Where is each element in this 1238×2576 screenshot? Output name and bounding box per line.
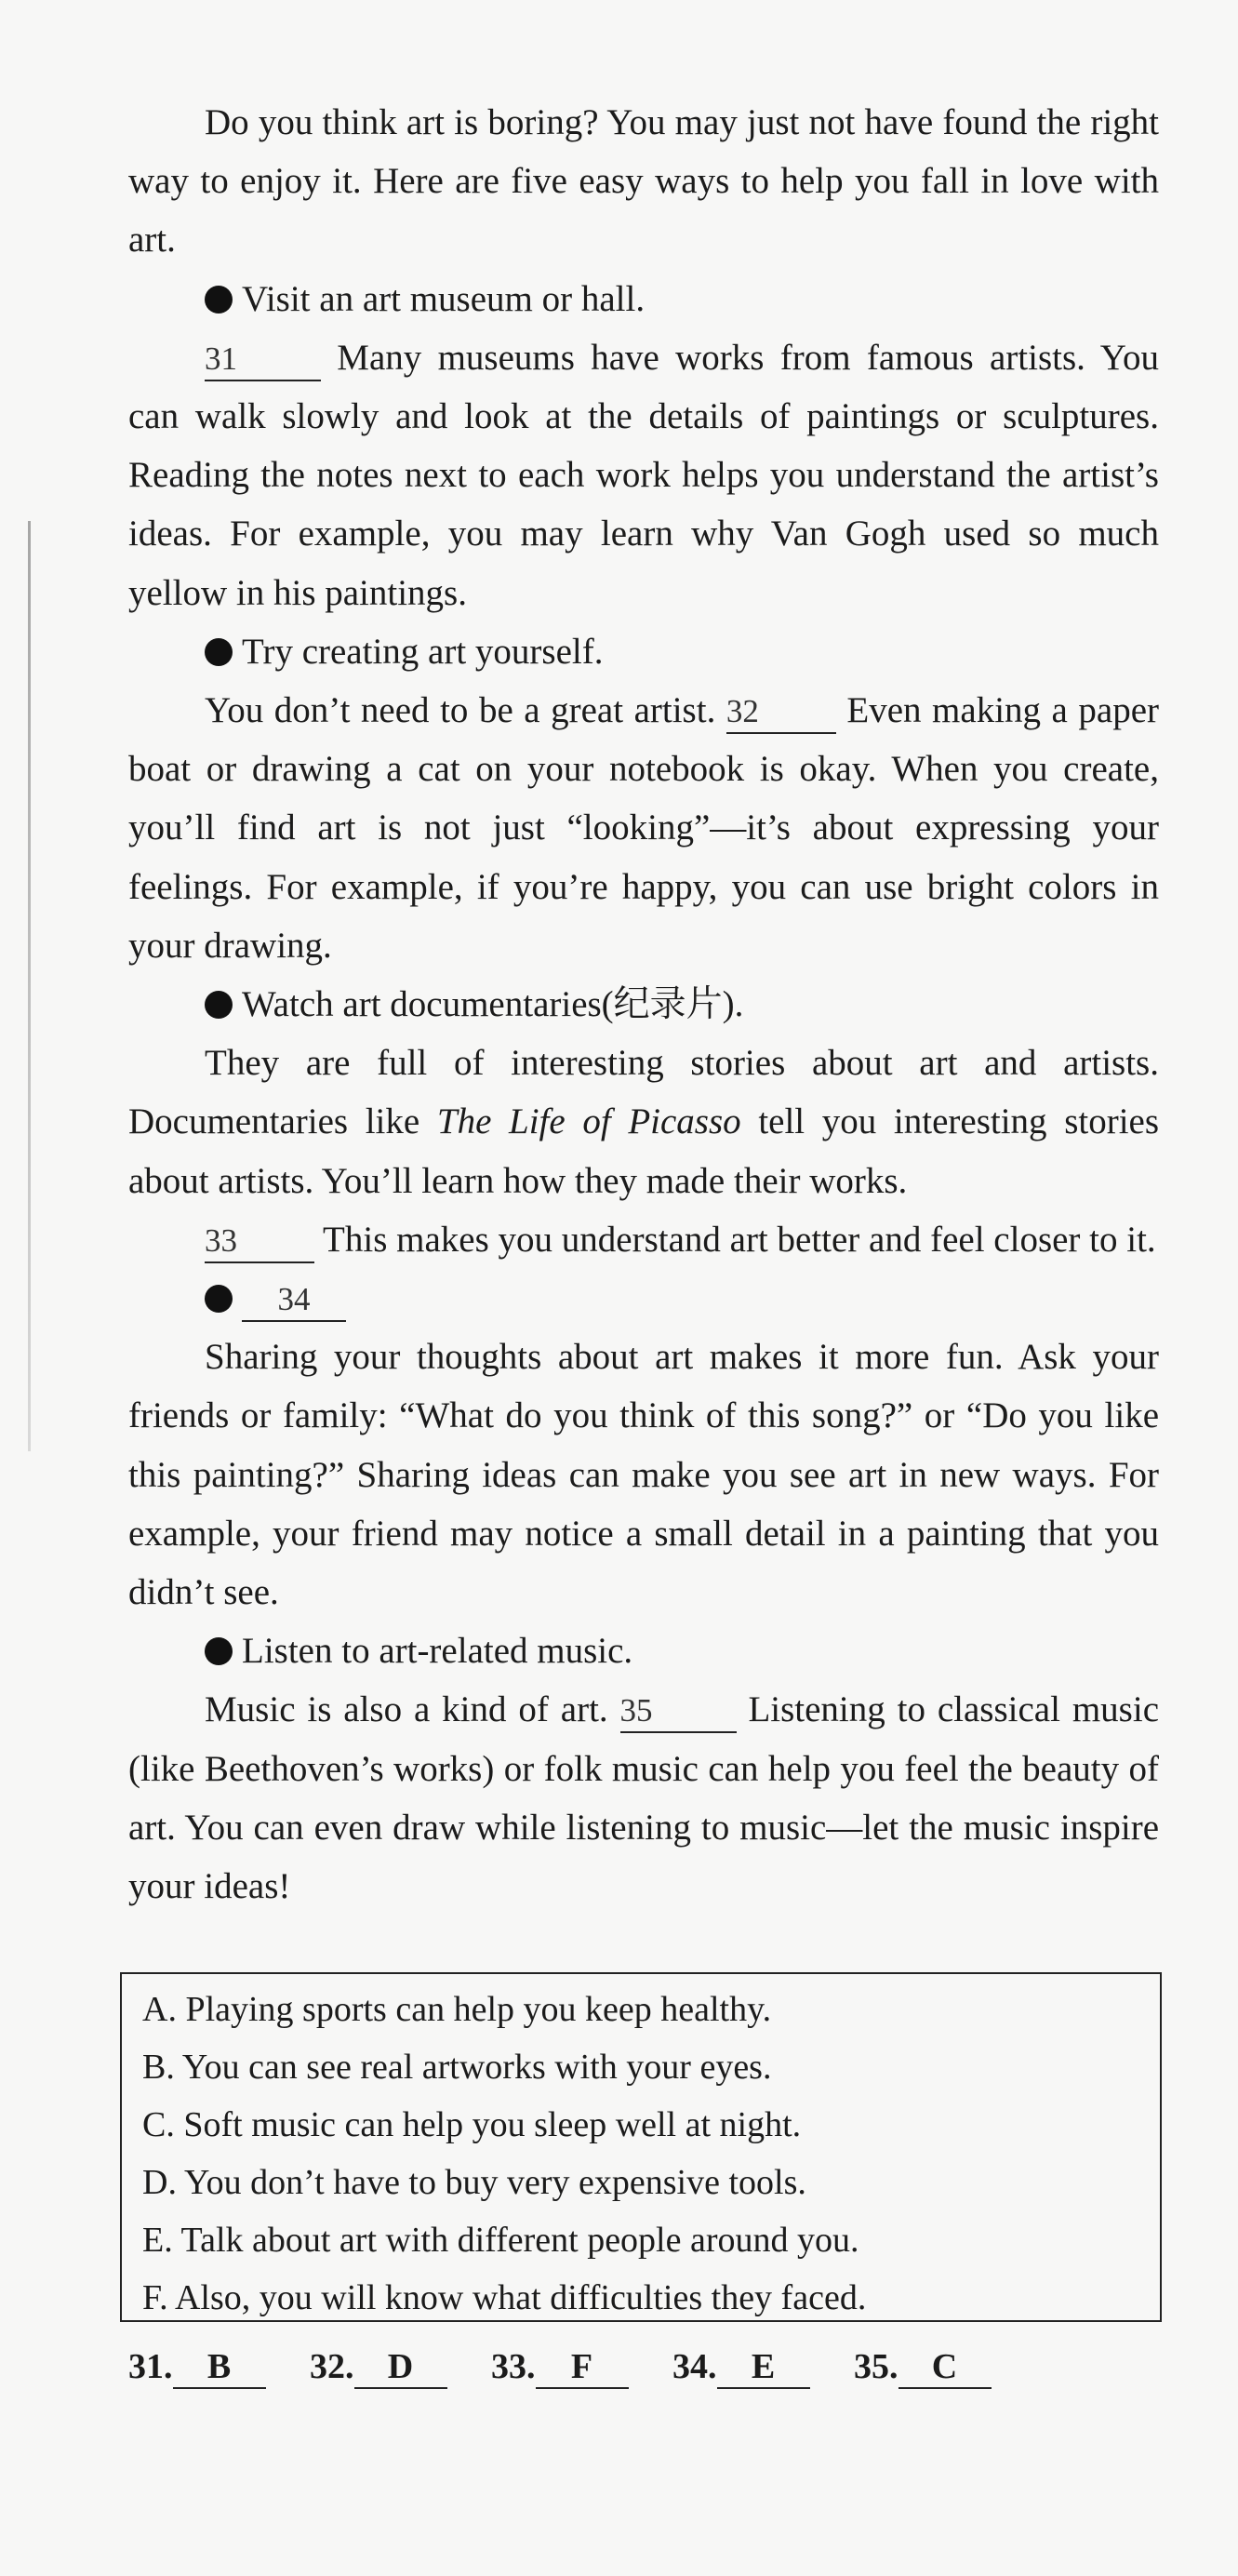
section-heading-sharing bbox=[128, 1269, 1159, 1328]
answer-value[interactable]: C bbox=[899, 2346, 992, 2389]
paragraph-text: Many museums have works from famous artists. You can walk slowly and look at the details of paintings or sculptures. Reading the notes next to each work helps you understand the artist’s ideas. For example, you may learn why Van Gogh used so much yellow in his paintings. bbox=[128, 337, 1159, 613]
page-edge-shadow bbox=[28, 521, 31, 1451]
passage bbox=[128, 93, 1159, 1915]
intro-paragraph: Do you think art is boring? You may just not have found the right way to enjoy it. Here are five easy ways to help you fall in love with art. bbox=[128, 102, 1159, 260]
blank-35[interactable]: 35 bbox=[620, 1690, 737, 1733]
documentary-title: The Life of Picasso bbox=[436, 1101, 741, 1142]
section-heading-documentaries bbox=[128, 975, 1159, 1034]
answer-number: 33. bbox=[491, 2347, 536, 2386]
paragraph-text: This makes you understand art better and feel closer to it. bbox=[323, 1219, 1156, 1260]
paragraph-text: They are full of interesting stories about art and artists. Documentaries like bbox=[128, 1043, 1159, 1142]
answer-35 bbox=[854, 2346, 992, 2389]
blank-31[interactable]: 31 bbox=[205, 339, 321, 381]
section-paragraph-create bbox=[128, 681, 1159, 975]
paragraph-text: Listening to classical music (like Beethoven’s works) or folk music can help you feel the beauty of art. You can even draw while listening to music—let the music inspire your ideas! bbox=[128, 1689, 1159, 1907]
answer-number: 35. bbox=[854, 2347, 899, 2386]
answer-value[interactable]: E bbox=[717, 2346, 810, 2389]
answer-number: 34. bbox=[672, 2347, 717, 2386]
answer-value[interactable]: B bbox=[173, 2346, 266, 2389]
section-paragraph-sharing: Sharing your thoughts about art makes it more fun. Ask your friends or family: “What do you think of this song?” or “Do you like this painting?” Sharing ideas can make you see art in new ways. For example, your friend may notice a small detail in a painting that you didn’t see. bbox=[128, 1337, 1159, 1613]
answer-33 bbox=[491, 2346, 629, 2389]
option-a: A. Playing sports can help you keep healthy. bbox=[142, 1990, 772, 2029]
answer-31 bbox=[128, 2346, 266, 2389]
section-paragraph-documentaries-2 bbox=[128, 1210, 1159, 1269]
paragraph-text: You don’t need to be a great artist. bbox=[205, 690, 716, 731]
paragraph-text: Music is also a kind of art. bbox=[205, 1689, 608, 1730]
bullet-icon bbox=[205, 1637, 233, 1665]
paragraph-text: tell you interesting stories about artists. You’ll learn how they made their works. bbox=[128, 1101, 1160, 1201]
heading-text: Listen to art-related music. bbox=[242, 1631, 633, 1672]
option-d: D. You don’t have to buy very expensive tools. bbox=[142, 2163, 806, 2202]
section-heading-music bbox=[128, 1622, 1159, 1680]
blank-33[interactable]: 33 bbox=[205, 1221, 314, 1263]
option-f: F. Also, you will know what difficulties they faced. bbox=[142, 2278, 867, 2317]
section-paragraph-documentaries bbox=[128, 1034, 1159, 1210]
bullet-icon bbox=[205, 286, 233, 314]
section-heading-create bbox=[128, 622, 1159, 681]
blank-32[interactable]: 32 bbox=[726, 691, 836, 734]
bullet-icon bbox=[205, 1285, 233, 1313]
section-heading-museum bbox=[128, 270, 1159, 328]
option-e: E. Talk about art with different people around you. bbox=[142, 2221, 859, 2260]
section-paragraph-music bbox=[128, 1680, 1159, 1915]
heading-text: Watch art documentaries(纪录片). bbox=[242, 984, 744, 1025]
answer-34 bbox=[672, 2346, 810, 2389]
heading-text: Try creating art yourself. bbox=[242, 631, 604, 672]
answer-value[interactable]: D bbox=[354, 2346, 447, 2389]
bullet-icon bbox=[205, 638, 233, 666]
answer-value[interactable]: F bbox=[536, 2346, 629, 2389]
heading-text: Visit an art museum or hall. bbox=[242, 278, 646, 319]
answer-number: 31. bbox=[128, 2347, 173, 2386]
answer-number: 32. bbox=[310, 2347, 354, 2386]
options-box bbox=[120, 1972, 1162, 2322]
blank-34[interactable]: 34 bbox=[242, 1279, 346, 1322]
answer-32 bbox=[310, 2346, 447, 2389]
bullet-icon bbox=[205, 991, 233, 1019]
section-paragraph-museum bbox=[128, 328, 1159, 622]
paragraph-text: Even making a paper boat or drawing a cat on your notebook is okay. When you create, you’ll find art is not just “looking”—it’s about expressing your feelings. For example, if you’re happy, you can use bright colors in your drawing. bbox=[128, 690, 1160, 966]
option-b: B. You can see real artworks with your eyes. bbox=[142, 2048, 772, 2087]
option-c: C. Soft music can help you sleep well at night. bbox=[142, 2105, 802, 2144]
answer-row bbox=[128, 2346, 1170, 2389]
